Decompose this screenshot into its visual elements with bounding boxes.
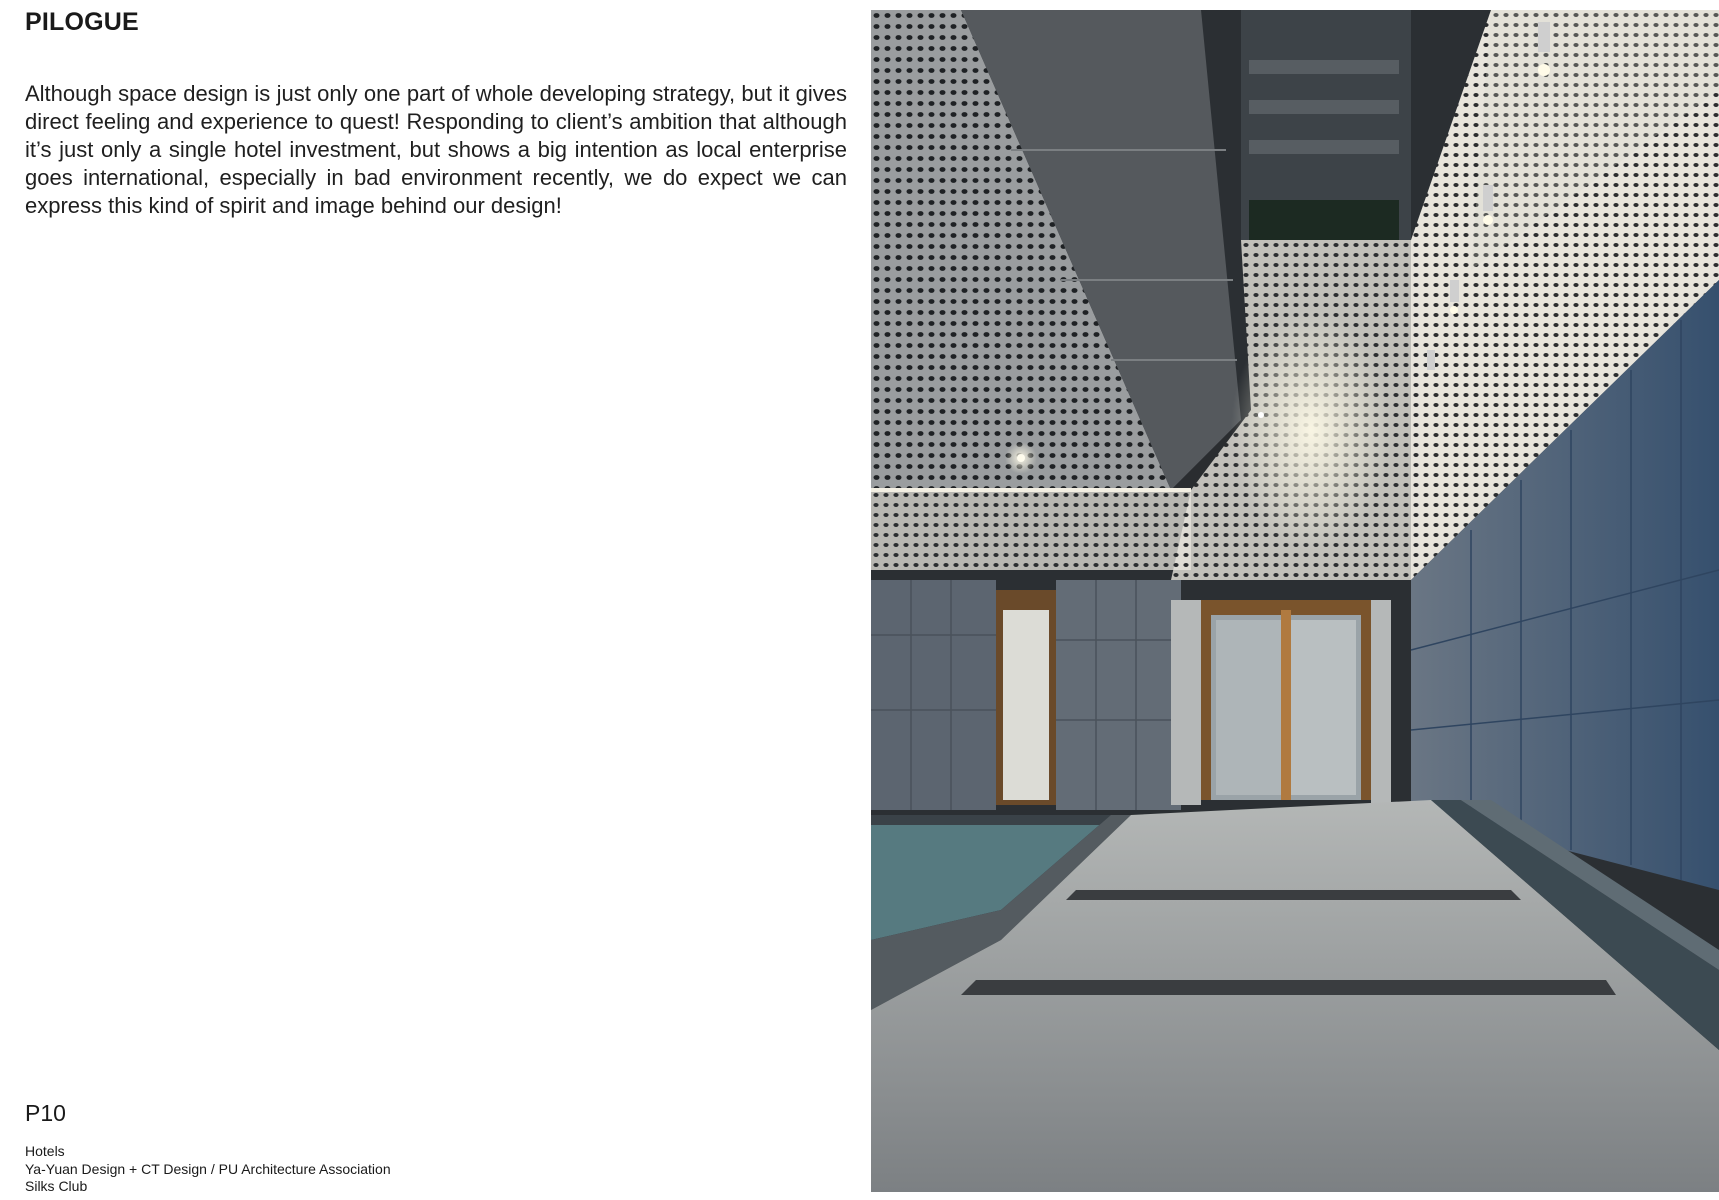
entrance-photo-illustration [871, 10, 1719, 1192]
text-column [25, 0, 847, 1200]
project-meta [25, 1143, 391, 1196]
meta-designers: Ya-Yuan Design + CT Design / PU Architecture Association [25, 1160, 391, 1177]
meta-category: Hotels [25, 1143, 65, 1159]
entrance-photo [871, 10, 1719, 1192]
meta-project: Silks Club [25, 1178, 88, 1194]
body-paragraph: Although space design is just only one part of whole developing strategy, but it gives direct feeling and experience to quest! Responding to client’s ambition that although it’s just only a single hotel investment, but shows a big intention as local enterprise goes international, especially in bad environment recently, we do expect we can express this kind of spirit and image behind our design! [25, 81, 847, 218]
page-number: P10 [25, 1100, 66, 1126]
page-title: PILOGUE [25, 8, 139, 36]
